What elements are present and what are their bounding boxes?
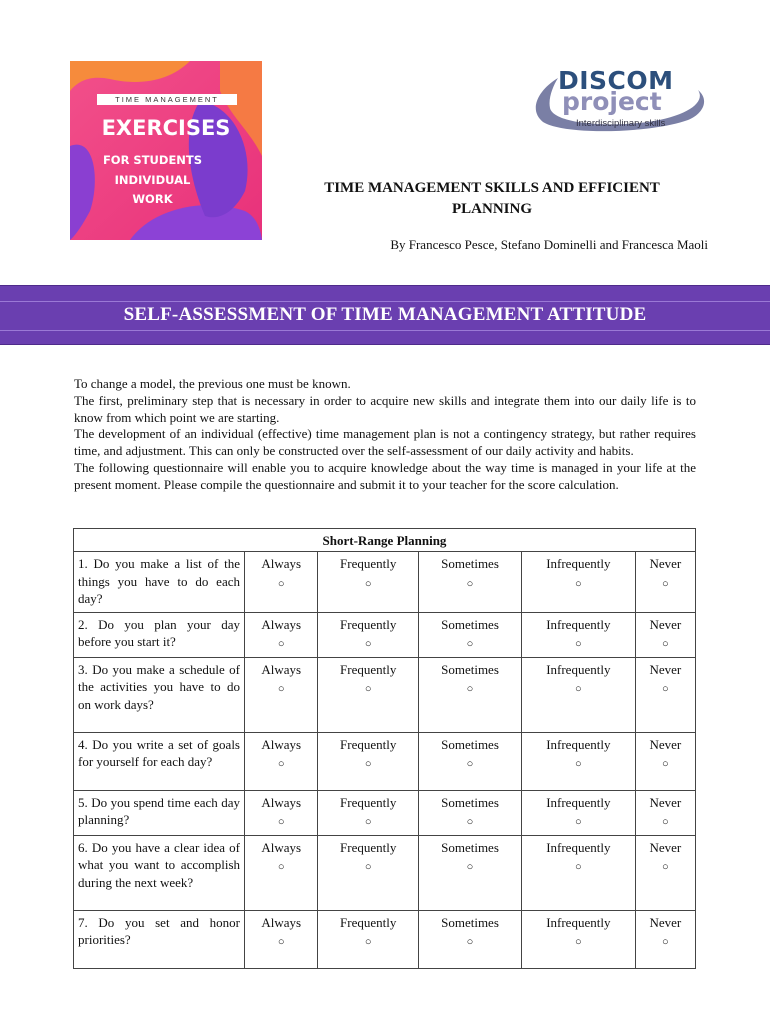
question-text: 4. Do you write a set of goals for yourself for each day? <box>74 732 245 790</box>
answer-option[interactable] <box>635 552 695 613</box>
answer-option[interactable] <box>522 732 636 790</box>
questionnaire-table <box>73 528 696 969</box>
option-label: Never <box>649 556 682 571</box>
answer-option[interactable] <box>635 657 695 732</box>
answer-option[interactable] <box>318 612 419 657</box>
answer-option[interactable] <box>245 552 318 613</box>
logo-word-project: project <box>562 87 662 116</box>
option-label: Sometimes <box>441 736 499 752</box>
intro-paragraph: The development of an individual (effective) time management plan is not a contingency strategy, but rather requires time, and adjustment. This can only be constructed over the self-assessment of our daily activity and habits. <box>74 426 696 459</box>
radio-button-icon[interactable]: ○ <box>661 816 669 828</box>
radio-button-icon[interactable]: ○ <box>661 638 669 650</box>
option-label: Frequently <box>340 661 397 677</box>
option-label: Infrequently <box>546 914 611 930</box>
intro-paragraph: The first, preliminary step that is necessary in order to acquire new skills and integrate them into our daily life is to know from which point we are starting. <box>74 392 696 425</box>
option-label: Always <box>261 736 302 752</box>
answer-option[interactable] <box>522 612 636 657</box>
table-row <box>74 657 696 732</box>
answer-option[interactable] <box>635 910 695 968</box>
radio-button-icon[interactable]: ○ <box>661 758 669 770</box>
option-label: Frequently <box>340 616 397 632</box>
radio-button-icon[interactable]: ○ <box>277 816 285 828</box>
answer-option[interactable] <box>419 657 522 732</box>
answer-option[interactable] <box>245 835 318 910</box>
radio-button-icon[interactable]: ○ <box>364 758 372 770</box>
answer-option[interactable] <box>522 657 636 732</box>
radio-button-icon[interactable]: ○ <box>277 861 285 873</box>
radio-button-icon[interactable]: ○ <box>364 816 372 828</box>
radio-button-icon[interactable]: ○ <box>466 638 474 650</box>
option-label: Never <box>649 661 682 677</box>
cover-line: WORK <box>132 192 173 206</box>
table-section-title: Short-Range Planning <box>74 529 696 552</box>
option-label: Frequently <box>340 736 397 752</box>
radio-button-icon[interactable]: ○ <box>364 936 372 948</box>
answer-option[interactable] <box>318 657 419 732</box>
title-line: PLANNING <box>451 201 532 217</box>
cover-line: FOR STUDENTS <box>102 153 203 167</box>
option-label: Never <box>649 914 682 930</box>
intro-paragraph: To change a model, the previous one must be known. <box>74 376 351 391</box>
radio-button-icon[interactable]: ○ <box>661 683 669 695</box>
answer-option[interactable] <box>419 790 522 835</box>
answer-option[interactable] <box>419 732 522 790</box>
radio-button-icon[interactable]: ○ <box>277 638 285 650</box>
radio-button-icon[interactable]: ○ <box>466 683 474 695</box>
answer-option[interactable] <box>635 612 695 657</box>
radio-button-icon[interactable]: ○ <box>364 683 372 695</box>
question-text: 5. Do you spend time each day planning? <box>74 790 245 835</box>
cover-background-shapes <box>70 61 262 240</box>
option-label: Always <box>261 661 302 677</box>
table-row <box>74 612 696 657</box>
option-label: Infrequently <box>546 556 611 571</box>
answer-option[interactable] <box>318 835 419 910</box>
option-label: Sometimes <box>441 556 499 571</box>
answer-option[interactable] <box>245 657 318 732</box>
answer-option[interactable] <box>635 835 695 910</box>
answer-option[interactable] <box>318 552 419 613</box>
option-label: Frequently <box>340 556 397 571</box>
answer-option[interactable] <box>245 612 318 657</box>
intro-text <box>74 376 696 494</box>
option-label: Infrequently <box>546 616 611 632</box>
logo-word-discom: DISCOM <box>558 66 674 95</box>
radio-button-icon[interactable]: ○ <box>277 577 285 590</box>
question-text: 1. Do you make a list of the things you have to do each day? <box>74 552 245 613</box>
document-title <box>272 178 712 220</box>
option-label: Never <box>649 794 682 810</box>
radio-button-icon[interactable]: ○ <box>574 758 582 770</box>
table-row <box>74 910 696 968</box>
question-text: 6. Do you have a clear idea of what you want to accomplish during the next week? <box>74 835 245 910</box>
radio-button-icon[interactable]: ○ <box>466 577 474 590</box>
option-label: Infrequently <box>546 661 611 677</box>
radio-button-icon[interactable]: ○ <box>574 683 582 695</box>
option-label: Never <box>649 616 682 632</box>
cover-top-label: TIME MANAGEMENT <box>97 94 237 105</box>
option-label: Always <box>261 914 302 930</box>
radio-button-icon[interactable]: ○ <box>466 936 474 948</box>
answer-option[interactable] <box>419 612 522 657</box>
answer-option[interactable] <box>318 732 419 790</box>
question-text: 2. Do you plan your day before you start it? <box>74 612 245 657</box>
option-label: Always <box>261 616 302 632</box>
answer-option[interactable] <box>318 910 419 968</box>
answer-option[interactable] <box>245 910 318 968</box>
radio-button-icon[interactable]: ○ <box>574 577 582 590</box>
answer-option[interactable] <box>318 790 419 835</box>
table-row <box>74 835 696 910</box>
section-banner <box>0 285 770 345</box>
intro-paragraph: The following questionnaire will enable you to acquire knowledge about the way time is managed in your life at the present moment. Please compile the questionnaire and submit it to your teacher for the score calculation. <box>74 459 696 492</box>
option-label: Sometimes <box>441 616 499 632</box>
radio-button-icon[interactable]: ○ <box>574 638 582 650</box>
authors: By Francesco Pesce, Stefano Dominelli and Francesca Maoli <box>390 237 708 252</box>
title-line: TIME MANAGEMENT SKILLS AND EFFICIENT <box>324 180 660 196</box>
table-row <box>74 552 696 613</box>
logo-tagline: Interdisciplinary skills <box>576 118 666 129</box>
answer-option[interactable] <box>245 732 318 790</box>
radio-button-icon[interactable]: ○ <box>574 936 582 948</box>
answer-option[interactable] <box>522 910 636 968</box>
radio-button-icon[interactable]: ○ <box>661 936 669 948</box>
cover-image <box>70 61 262 240</box>
answer-option[interactable] <box>245 790 318 835</box>
option-label: Sometimes <box>441 661 499 677</box>
radio-button-icon[interactable]: ○ <box>364 861 372 873</box>
answer-option[interactable] <box>522 552 636 613</box>
answer-option[interactable] <box>635 790 695 835</box>
discom-logo <box>528 60 710 140</box>
option-label: Infrequently <box>546 736 611 752</box>
table-row <box>74 732 696 790</box>
radio-button-icon[interactable]: ○ <box>661 577 669 590</box>
option-label: Never <box>649 839 682 855</box>
option-label: Sometimes <box>441 794 499 810</box>
radio-button-icon[interactable]: ○ <box>277 936 285 948</box>
radio-button-icon[interactable]: ○ <box>364 638 372 650</box>
option-label: Frequently <box>340 839 397 855</box>
radio-button-icon[interactable]: ○ <box>277 758 285 770</box>
questionnaire-body <box>74 552 696 969</box>
question-text: 7. Do you set and honor priorities? <box>74 910 245 968</box>
option-label: Sometimes <box>441 914 499 930</box>
answer-option[interactable] <box>635 732 695 790</box>
radio-button-icon[interactable]: ○ <box>574 861 582 873</box>
radio-button-icon[interactable]: ○ <box>466 758 474 770</box>
option-label: Frequently <box>340 914 397 930</box>
option-label: Always <box>261 794 302 810</box>
question-text: 3. Do you make a schedule of the activities you have to do on work days? <box>74 657 245 732</box>
radio-button-icon[interactable]: ○ <box>364 577 372 590</box>
option-label: Frequently <box>340 794 397 810</box>
option-label: Infrequently <box>546 794 611 810</box>
option-label: Sometimes <box>441 839 499 855</box>
cover-line: INDIVIDUAL <box>114 173 191 187</box>
radio-button-icon[interactable]: ○ <box>574 816 582 828</box>
answer-option[interactable] <box>522 835 636 910</box>
answer-option[interactable] <box>419 910 522 968</box>
answer-option[interactable] <box>522 790 636 835</box>
radio-button-icon[interactable]: ○ <box>466 816 474 828</box>
option-label: Infrequently <box>546 839 611 855</box>
radio-button-icon[interactable]: ○ <box>466 861 474 873</box>
option-label: Never <box>649 736 682 752</box>
radio-button-icon[interactable]: ○ <box>277 683 285 695</box>
radio-button-icon[interactable]: ○ <box>661 861 669 873</box>
cover-headline: EXERCISES <box>101 116 231 140</box>
option-label: Always <box>261 839 302 855</box>
section-heading: SELF-ASSESSMENT OF TIME MANAGEMENT ATTITUDE <box>123 304 647 325</box>
answer-option[interactable] <box>419 835 522 910</box>
table-row <box>74 790 696 835</box>
option-label: Always <box>261 556 302 571</box>
answer-option[interactable] <box>419 552 522 613</box>
